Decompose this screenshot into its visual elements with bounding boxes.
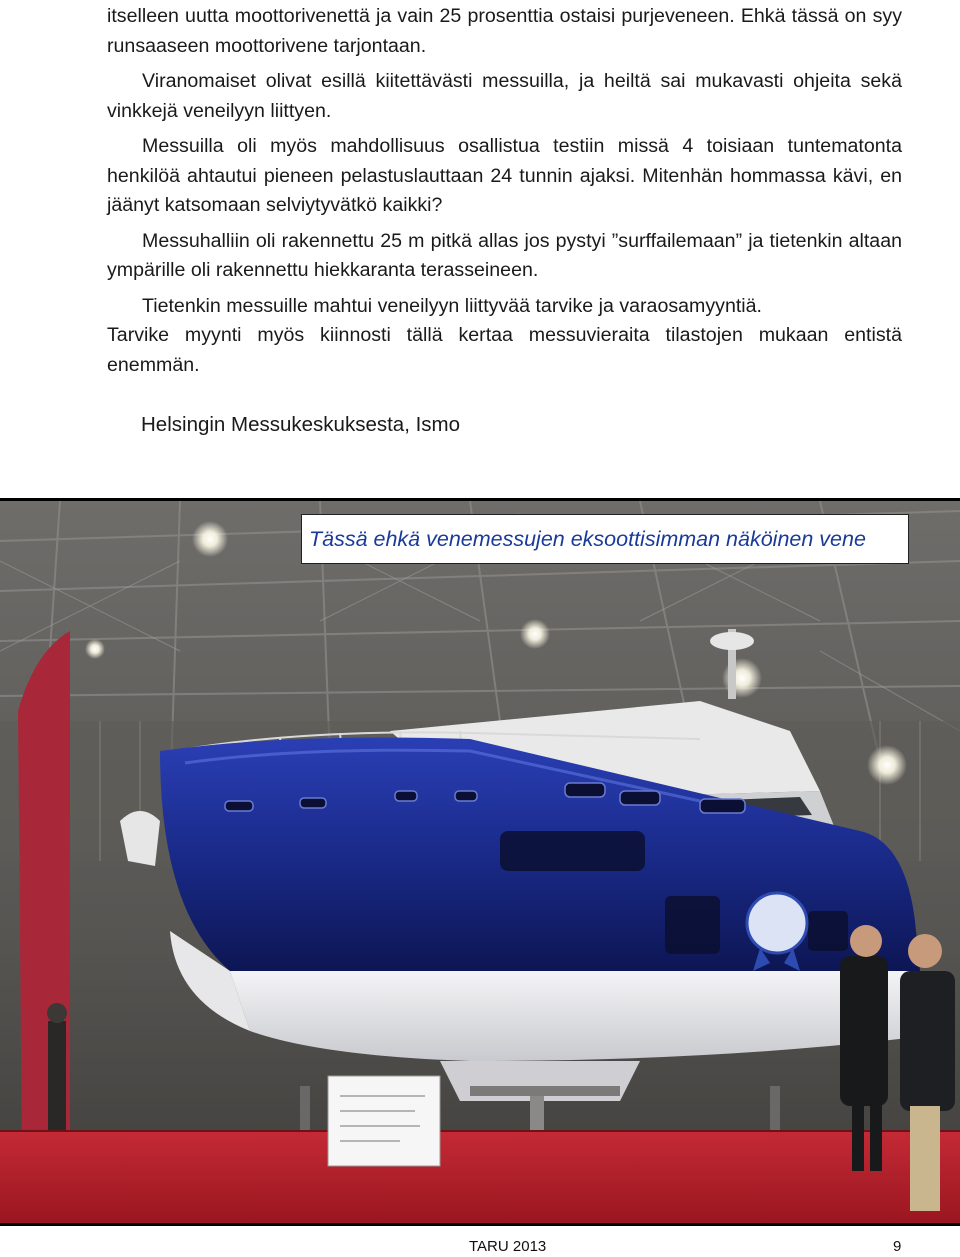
article-body (107, 2, 902, 386)
paragraph: Viranomaiset olivat esillä kiitettävästi messuilla, ja heiltä sai mukavasti ohjeita sekä vinkkejä veneilyyn liittyen. (107, 70, 902, 122)
paragraph: Tietenkin messuille mahtui veneilyyn liittyvää tarvike ja varaosamyyntiä. (142, 294, 762, 317)
photo-caption: Tässä ehkä venemessujen eksoottisimman näköinen vene (301, 514, 909, 564)
boat-show-photo (0, 498, 960, 1226)
signature: Helsingin Messukeskuksesta, Ismo (141, 413, 461, 436)
paragraph: itselleen uutta moottorivenettä ja vain 25 prosenttia ostaisi purjeveneen. Ehkä tässä on syy runsaaseen moottorivene tarjontaan. (107, 5, 902, 57)
paragraph: Messuilla oli myös mahdollisuus osallistua testiin missä 4 toisiaan tuntematonta henkilöä ahtautui pieneen pelastuslauttaan 24 tunnin ajaksi. Mitenhän hommassa kävi, en jäänyt katsomaan selviytyvätkö kaikki? (107, 135, 902, 216)
paragraph: Tarvike myynti myös kiinnosti tällä kertaa messuvieraita tilastojen mukaan entistä enemmän. (107, 324, 902, 376)
footer-magazine: TARU 2013 (469, 1238, 547, 1255)
paragraph: Messuhalliin oli rakennettu 25 m pitkä allas jos pystyi ”surffailemaan” ja tietenkin altaan ympärille oli rakennettu hiekkaranta terasseineen. (107, 229, 902, 281)
photo-illustration (0, 501, 960, 1223)
page-number: 9 (893, 1238, 902, 1255)
